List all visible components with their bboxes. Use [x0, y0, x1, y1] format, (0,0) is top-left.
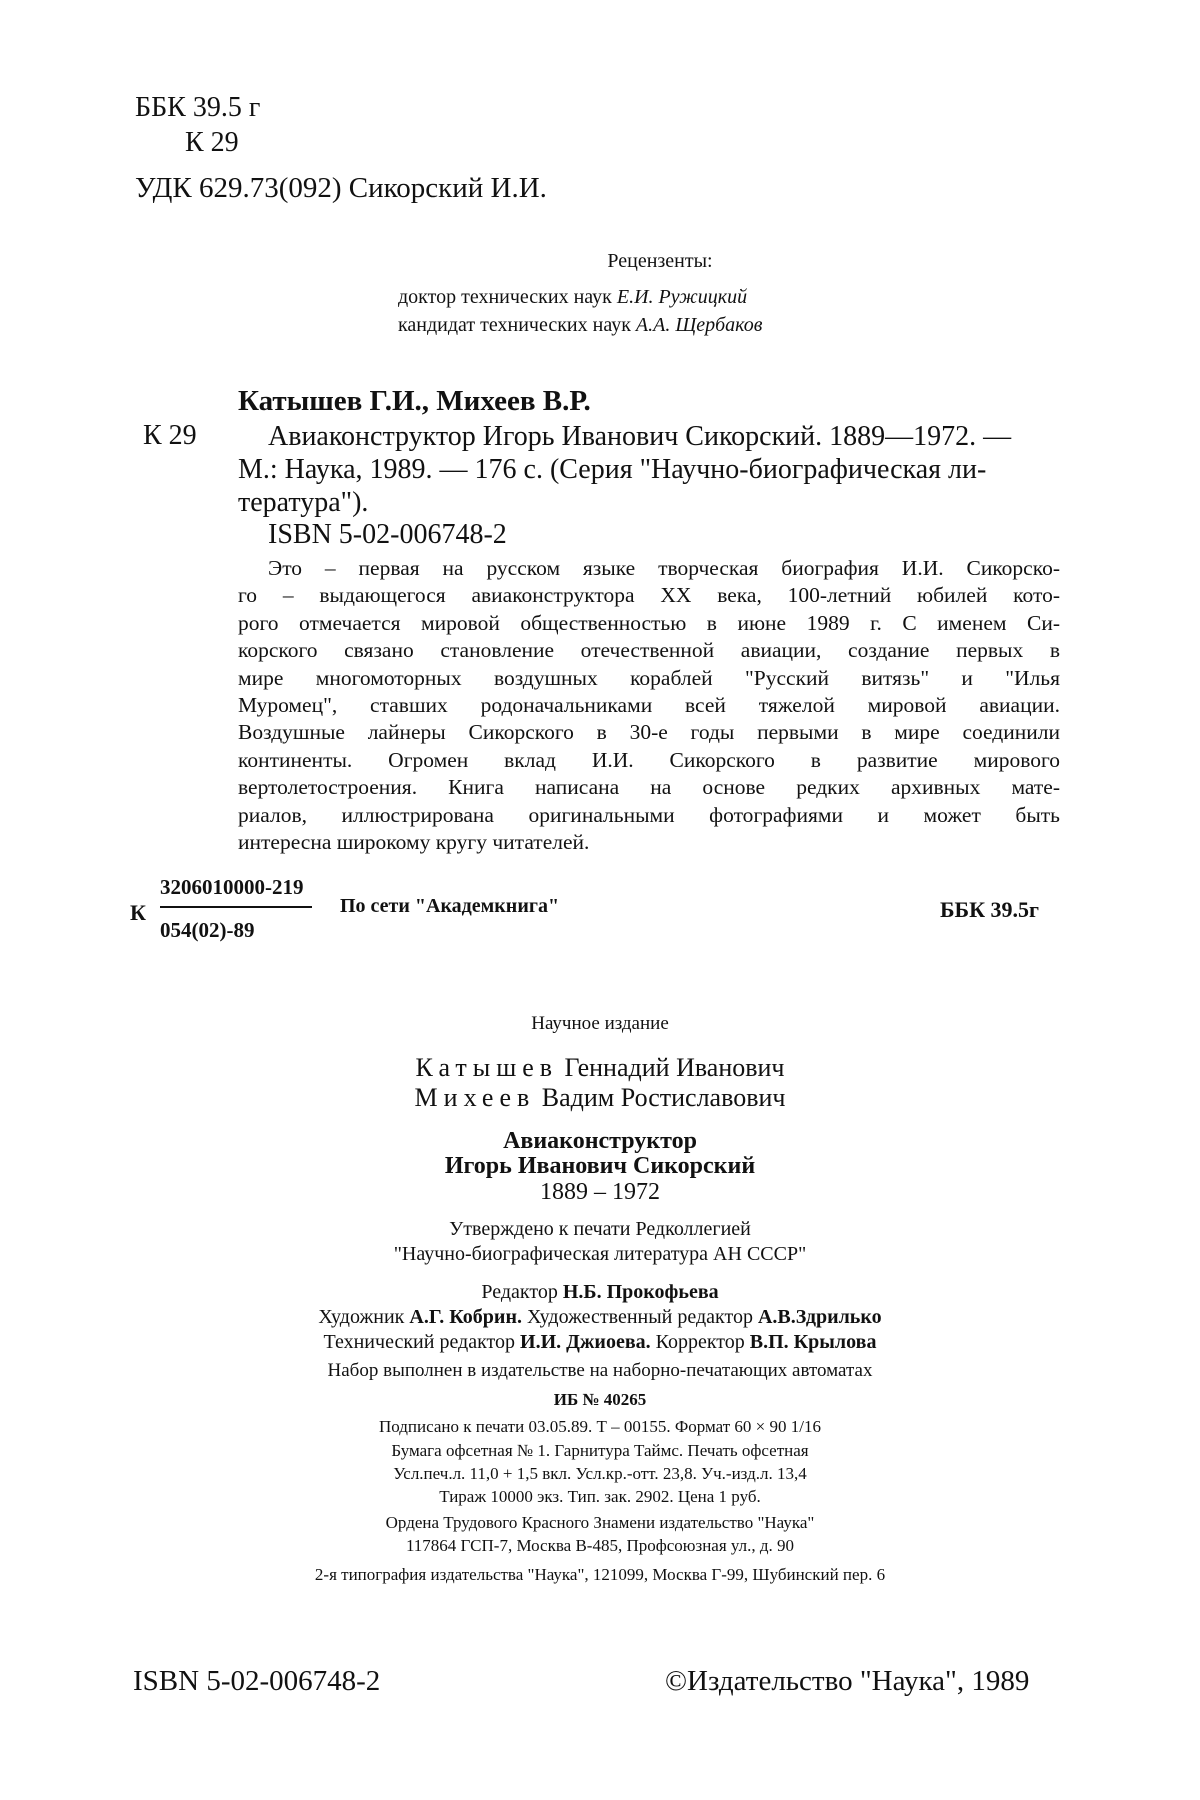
annotation-line: Муромец", ставших родоначальниками всей тяжелой мировой авиации. [238, 693, 1060, 718]
reviewer-2-degree: кандидат технических наук [398, 314, 636, 336]
card-isbn: ISBN 5-02-006748-2 [268, 519, 507, 550]
corrector-name: В.П. Крылова [749, 1331, 877, 1353]
author-1-surname: Катышев [415, 1053, 559, 1082]
card-line: М.: Наука, 1989. — 176 с. (Серия "Научно-биографическая ли- [238, 454, 987, 485]
reviewer-1-name: Е.И. Ружицкий [616, 286, 748, 308]
edition-type: Научное издание [531, 1013, 669, 1034]
index-code-numerator: 3206010000-219 [160, 875, 304, 899]
annotation-line: вертолетостроения. Книга написана на основе редких архивных мате- [238, 775, 1060, 800]
editor-line [0, 1281, 1200, 1304]
typesetting-note: Набор выполнен в издательстве на наборно-печатающих автоматах [327, 1360, 873, 1381]
corrector-label: Корректор [650, 1331, 750, 1353]
card-authors: Катышев Г.И., Михеев В.Р. [238, 385, 591, 417]
annotation [238, 555, 1060, 856]
index-code-letter: К [130, 900, 146, 925]
card-mark: К 29 [143, 420, 197, 451]
editor-name: Н.Б. Прокофьева [562, 1281, 719, 1303]
publisher-address: 117864 ГСП-7, Москва В-485, Профсоюзная ул., д. 90 [405, 1536, 795, 1555]
art-editor-label: Художественный редактор [521, 1306, 758, 1328]
author-1-full [0, 1053, 1200, 1083]
annotation-line: континенты. Огромен вклад И.И. Сикорского в развитие мирового [238, 747, 1060, 772]
author-mark: К 29 [185, 127, 239, 158]
author-2-full [0, 1083, 1200, 1113]
book-title-line-1: Авиаконструктор [503, 1128, 697, 1154]
copyright-notice: ©Издательство "Наука", 1989 [665, 1665, 1030, 1697]
publisher-name: Ордена Трудового Красного Знамени издательство "Наука" [385, 1513, 815, 1532]
annotation-line: рого отмечается мировой общественностью в июне 1989 г. С именем Си- [238, 610, 1060, 635]
reviewer-1 [398, 286, 747, 309]
annotation-line: интересна широкому кругу читателей. [238, 830, 590, 855]
index-code-divider [160, 906, 312, 908]
footer-isbn: ISBN 5-02-006748-2 [133, 1665, 381, 1697]
editor-label: Редактор [481, 1281, 563, 1303]
annotation-line: Воздушные лайнеры Сикорского в 30-е годы первыми в мире соединили [238, 720, 1060, 745]
print-info-line: Подписано к печати 03.05.89. Т – 00155. Формат 60 × 90 1/16 [379, 1417, 821, 1436]
artist-label: Художник [318, 1306, 410, 1328]
card-line: тература"). [238, 487, 369, 518]
reviewer-2 [398, 314, 762, 337]
card-description [238, 420, 1058, 519]
print-info-line: Усл.печ.л. 11,0 + 1,5 вкл. Усл.кр.-отт. 23,8. Уч.-изд.л. 13,4 [393, 1464, 807, 1483]
udk-code: УДК 629.73(092) Сикорский И.И. [135, 172, 547, 204]
artist-name: А.Г. Кобрин. [409, 1306, 522, 1328]
card-line: Авиаконструктор Игорь Иванович Сикорский. 1889—1972. — [268, 421, 1012, 452]
index-code-denominator: 054(02)-89 [160, 918, 255, 942]
annotation-line: корского связано становление отечественной авиации, создание первых в [238, 638, 1060, 663]
annotation-line: го – выдающегося авиаконструктора XX века, 100-летний юбилей кото- [238, 583, 1060, 608]
print-info-line: Бумага офсетная № 1. Гарнитура Таймс. Печать офсетная [391, 1441, 809, 1460]
art-editor-name: А.В.Здрилько [757, 1306, 882, 1328]
distribution-note: По сети "Академкнига" [340, 895, 560, 917]
approval-line-1: Утверждено к печати Редколлегией [449, 1218, 751, 1240]
reviewer-2-name: А.А. Щербаков [635, 314, 763, 336]
author-1-name: Геннадий Иванович [564, 1053, 785, 1082]
tech-editor-name: И.И. Джиоева. [520, 1331, 651, 1353]
annotation-line: риалов, иллюстрирована оригинальными фотографиями и может быть [238, 802, 1060, 827]
print-info-line: Тираж 10000 экз. Тип. зак. 2902. Цена 1 руб. [439, 1487, 761, 1506]
annotation-line: мире многомоторных воздушных кораблей "Русский витязь" и "Илья [238, 665, 1060, 690]
author-2-name: Вадим Ростиславович [541, 1083, 786, 1112]
reviewer-1-degree: доктор технических наук [398, 286, 617, 308]
annotation-line: Это – первая на русском языке творческая биография И.И. Сикорско- [268, 556, 1060, 580]
bbk-code-right: ББК 39.5г [940, 897, 1040, 922]
ib-number: ИБ № 40265 [553, 1390, 647, 1409]
approval-line-2: "Научно-биографическая литература АН СССР" [393, 1243, 807, 1265]
reviewers-title: Рецензенты: [607, 250, 713, 272]
book-title-line-2: Игорь Иванович Сикорский [444, 1153, 756, 1179]
artist-line [0, 1306, 1200, 1329]
tech-editor-label: Технический редактор [323, 1331, 521, 1353]
printing-house: 2-я типография издательства "Наука", 121099, Москва Г-99, Шубинский пер. 6 [314, 1565, 886, 1584]
tech-editor-line [0, 1331, 1200, 1354]
book-years: 1889 – 1972 [540, 1179, 660, 1205]
author-2-surname: Михеев [414, 1083, 536, 1112]
bbk-code: ББК 39.5 г [135, 92, 261, 123]
